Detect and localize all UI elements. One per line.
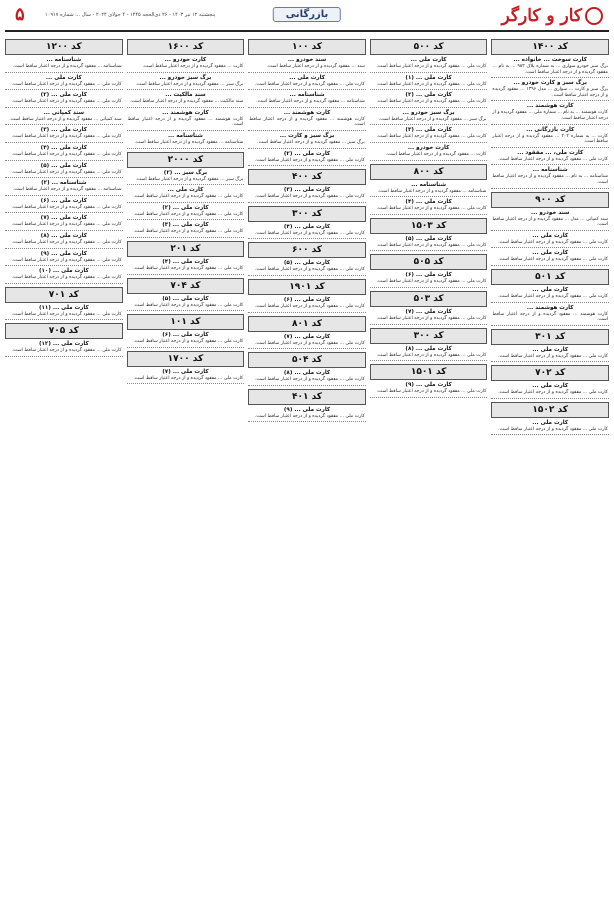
notice-body: کارت ملی ... مفقود گردیده و از درجه اعتبار ساقط است.	[11, 169, 122, 175]
column-1	[491, 36, 609, 916]
code-heading: کد ۲۰۱	[127, 241, 245, 257]
notice-title: کارت سوخت ... خانواده ...	[513, 57, 587, 63]
issue-line: پنجشنبه ۱۲ تیر ۱۴۰۳ - ۲۶ ذی‌الحجه ۱۴۴۵ - ۴ جولای ۲۰۲۴ - سال ... شماره ۱۰۹۱۷	[45, 12, 216, 18]
classified-columns	[5, 36, 609, 916]
classified-notice	[5, 75, 123, 91]
classified-notice	[127, 75, 245, 91]
notice-title: شناسنامه ...	[167, 132, 203, 139]
classified-notice	[370, 309, 488, 325]
notice-body: کارت ملی ... مفقود گردیده و از درجه اعتبار ساقط است.	[11, 348, 122, 354]
classified-notice	[248, 260, 366, 276]
classified-notice	[491, 250, 609, 266]
classified-notice	[127, 92, 245, 108]
notice-body: برگ سبز ... مفقود گردیده و از درجه اعتبار ساقط است.	[257, 139, 365, 145]
notice-title: کارت ملی ... (۸)	[405, 345, 452, 352]
notice-title: برگ سبز ... (۲)	[163, 169, 208, 176]
classified-notice	[5, 268, 123, 284]
classified-notice	[5, 215, 123, 231]
notice-body: کارت ملی ... مفقود گردیده و از درجه اعتبار ساقط است.	[133, 229, 244, 235]
code-heading: کد ۶۰۰	[248, 242, 366, 258]
notice-title: کارت ملی، ... مفقود ...	[517, 149, 584, 156]
code-heading: کد ۱۰۱	[127, 314, 245, 330]
notice-body: کارت ملی ... مفقود گردیده و از درجه اعتبار ساقط است.	[11, 275, 122, 281]
masthead	[5, 4, 609, 32]
notice-body: کارت ملی ... مفقود گردیده و از درجه اعتبار ساقط است.	[498, 257, 608, 263]
classified-notice	[491, 57, 609, 78]
notice-title: کارت ملی ... (۶)	[40, 197, 87, 204]
notice-body: کارت ملی ... مفقود گردیده و از درجه اعتبار ساقط است.	[11, 134, 122, 140]
classified-notice	[370, 182, 488, 198]
code-heading: کد ۲۰۰۰	[127, 152, 245, 168]
code-heading: کد ۷۰۵	[5, 323, 123, 339]
code-heading: کد ۷۰۲	[491, 365, 609, 381]
notice-body: کارت ملی ... مفقود گردیده و از درجه اعتبار ساقط است.	[133, 302, 244, 308]
notice-title: کارت ملی ...	[532, 419, 569, 426]
notice-title: کارت ملی ...	[289, 74, 325, 81]
notice-body: سند مالکیت ... مفقود گردیده و از درجه اعتبار ساقط است.	[129, 99, 244, 105]
notice-title: کارت ملی ... (۴)	[405, 199, 452, 206]
code-heading: کد ۹۰۰	[491, 192, 609, 208]
notice-title: کارت ملی ... (۵)	[405, 235, 452, 242]
notice-body: کارت ملی ... مفقود گردیده و از درجه اعتبار ساقط است.	[254, 157, 365, 163]
notice-body: برگ سبز خودرو سواری ... به شماره پلاک ۹۸۲ ... به نام ... مفقود گردیده و از درجه اعتبار ساقط است.	[492, 64, 608, 75]
notice-body: برگ سبز و کارت ... سواری ... مدل ۱۳۹۶ ... مفقود گردیده و از درجه اعتبار ساقط است.	[492, 87, 609, 98]
code-heading: کد ۱۹۰۱	[248, 279, 366, 295]
notice-body: کارت ملی ... مفقود گردیده و از درجه اعتبار ساقط است.	[376, 64, 487, 69]
notice-body: کارت ملی ... مفقود گردیده و از درجه اعتبار ساقط است.	[376, 99, 487, 105]
notice-title: برگ سبز خودرو ...	[159, 74, 212, 81]
classified-notice	[248, 57, 366, 73]
notice-title: کارت ملی ... (۹)	[40, 250, 87, 257]
classified-notice	[248, 133, 366, 149]
notice-title: کارت ملی ... (۱۲)	[38, 341, 89, 348]
notice-body: شناسنامه ... مفقود گردیده و از درجه اعتبار ساقط است.	[12, 187, 122, 193]
notice-body: کارت ملی ... مفقود گردیده و از درجه اعتبار ساقط است.	[376, 242, 487, 248]
code-heading: کد ۴۰۱	[248, 389, 366, 405]
code-heading: کد ۱۵۰۳	[370, 218, 488, 234]
notice-title: کارت ملی ...	[532, 250, 569, 257]
classified-notice	[5, 57, 123, 73]
notice-body: شناسنامه ... مفقود گردیده و از درجه اعتبار ساقط است.	[377, 188, 487, 194]
notice-title: کارت ملی ... (۵)	[40, 162, 87, 169]
notice-title: کارت ملی ... (۲)	[405, 92, 452, 99]
notice-body: شناسنامه ... مفقود گردیده و از درجه اعتبار ساقط است.	[256, 99, 365, 105]
notice-title: کارت ملی ... (۶)	[283, 296, 331, 303]
notice-title: کارت بازرگانی ...	[526, 126, 575, 133]
classified-notice	[127, 133, 245, 149]
notice-body: کارت ملی ... مفقود گردیده و از درجه اعتبار ساقط است.	[11, 222, 122, 228]
notice-title: کارت ملی ... (۳)	[283, 187, 331, 194]
notice-title: کارت ملی ... (۷)	[40, 215, 87, 222]
notice-body: کارت ملی ... مفقود گردیده و از درجه اعتبار ساقط است.	[133, 211, 244, 217]
page-number: ۵	[15, 4, 25, 25]
notice-title: شناسنامه ...	[46, 57, 82, 63]
notice-body: کارت ملی ... مفقود گردیده و از درجه اعتبار ساقط است.	[254, 340, 365, 346]
notice-title: کارت ملی ... (۶)	[405, 272, 452, 279]
classified-notice	[370, 382, 488, 398]
notice-body: کارت ملی ... مفقود گردیده و از درجه اعتبار ساقط است.	[254, 194, 365, 200]
classified-notice	[248, 224, 366, 240]
notice-body: کارت ملی ... مفقود گردیده و از درجه اعتبار ساقط است.	[11, 311, 122, 317]
notice-title: کارت ملی ...	[532, 383, 569, 390]
classified-notice	[5, 305, 123, 321]
notice-title: برگ سبز و کارت ...	[279, 132, 335, 139]
classified-notice	[491, 305, 609, 326]
notice-title: کارت ملی ... (۲)	[162, 204, 209, 211]
notice-body: کارت ملی ... مفقود گردیده و از درجه اعتبار ساقط است.	[498, 426, 608, 432]
notice-title: کارت ملی ... (۳)	[405, 127, 452, 134]
notice-title: کارت ملی ... (۷)	[283, 333, 331, 340]
classified-notice	[5, 163, 123, 179]
notice-body: شناسنامه ... مفقود گردیده و از درجه اعتبار ساقط است.	[134, 139, 244, 145]
code-heading: کد ۳۰۱	[491, 329, 609, 345]
classified-notice	[5, 198, 123, 214]
notice-body: شناسنامه ... مفقود گردیده و از درجه اعتبار ساقط است.	[12, 64, 122, 69]
notice-body: کارت هوشمند ... به نام ... شماره ملی ... مفقود گردیده و از درجه اعتبار ساقط است.	[492, 110, 608, 121]
classified-notice	[5, 127, 123, 143]
classified-notice	[127, 259, 245, 275]
code-heading: کد ۱۵۰۱	[370, 364, 488, 380]
notice-title: کارت ملی ...	[532, 286, 569, 293]
notice-title: کارت ملی ... (۵)	[162, 295, 209, 302]
column-2	[370, 36, 488, 916]
notice-body: کارت ملی ... مفقود گردیده و از درجه اعتبار ساقط است.	[133, 265, 244, 271]
classified-notice	[127, 187, 245, 203]
notice-body: کارت ملی ... مفقود گردیده و از درجه اعتبار ساقط است.	[498, 293, 608, 299]
classified-notice	[491, 347, 609, 363]
notice-body: سند کمپانی ... مفقود گردیده و از درجه اعتبار ساقط است.	[9, 116, 122, 122]
code-heading: کد ۱۷۰۰	[127, 351, 245, 367]
classified-notice	[491, 210, 609, 231]
notice-title: کارت هوشمند ...	[283, 109, 331, 116]
code-heading: کد ۱۵۰۲	[491, 402, 609, 418]
notice-body: کارت ملی ... مفقود گردیده و از درجه اعتبار ساقط است.	[376, 279, 487, 285]
classified-notice	[248, 334, 366, 350]
notice-title: کارت ملی ... (۵)	[283, 260, 331, 267]
code-heading: کد ۷۰۴	[127, 278, 245, 294]
notice-body: کارت هوشمند ... مفقود گردیده و از درجه اعتبار ساقط است.	[249, 116, 365, 128]
notice-title: کارت ملی ... (۲)	[40, 92, 87, 99]
notice-body: کارت ملی ... مفقود گردیده و از درجه اعتبار ساقط است.	[254, 230, 365, 236]
classified-notice	[491, 127, 609, 148]
classified-notice	[491, 80, 609, 101]
code-heading: کد ۴۰۰	[248, 169, 366, 185]
classified-notice	[491, 420, 609, 436]
classified-notice	[248, 151, 366, 167]
classified-notice	[127, 170, 245, 186]
notice-title: شناسنامه ...	[289, 92, 325, 99]
classified-notice	[5, 341, 123, 357]
classified-notice	[491, 103, 609, 124]
classified-notice	[370, 75, 488, 91]
notice-body: شناسنامه ... به نام ... مفقود گردیده و از درجه اعتبار ساقط است.	[492, 174, 608, 185]
notice-body: کارت ملی ... مفقود گردیده و از درجه اعتبار ساقط است.	[133, 194, 244, 200]
notice-body: کارت ملی ... مفقود گردیده و از درجه اعتبار ساقط است.	[498, 390, 608, 396]
classified-notice	[248, 75, 366, 91]
notice-title: کارت ملی ... (۳)	[40, 127, 87, 134]
notice-body: کارت ملی ... مفقود گردیده و از درجه اعتبار ساقط است.	[498, 353, 608, 359]
newspaper-logo	[502, 6, 603, 26]
notice-body: کارت ملی ... مفقود گردیده و از درجه اعتبار ساقط است.	[11, 81, 122, 87]
classified-notice	[5, 251, 123, 267]
notice-title: کارت ملی ... (۱۰)	[38, 268, 89, 275]
code-heading: کد ۵۰۵	[370, 254, 488, 270]
code-heading: کد ۵۰۰	[370, 39, 488, 55]
notice-body: سند کمپانی ... مدل ... مفقود گردیده و از درجه اعتبار ساقط است.	[492, 216, 608, 228]
classified-notice	[491, 287, 609, 303]
notice-body: کارت ملی ... مفقود گردیده و از درجه اعتبار ساقط است.	[376, 352, 487, 358]
notice-title: کارت ملی ...	[532, 232, 569, 239]
classified-notice	[127, 222, 245, 238]
classified-notice	[491, 383, 609, 399]
notice-title: کارت خودرو ...	[407, 144, 450, 151]
classified-notice	[248, 110, 366, 131]
notice-body: کارت ملی ... مفقود گردیده و از درجه اعتبار ساقط است.	[11, 204, 122, 210]
code-heading: کد ۵۰۴	[248, 352, 366, 368]
notice-title: شناسنامه ... (۲)	[41, 180, 87, 187]
classified-notice	[127, 57, 245, 73]
code-heading: کد ۳۰۰	[370, 328, 488, 344]
notice-body: برگ سبز ... مفقود گردیده و از درجه اعتبار ساقط است.	[378, 116, 487, 122]
notice-body: کارت ملی ... مفقود گردیده و از درجه اعتبار ساقط است.	[11, 257, 122, 263]
logo-text: کار و کارگر	[501, 6, 582, 26]
classified-notice	[127, 369, 245, 385]
notice-body: کارت ملی ... مفقود گردیده و از درجه اعتبار ساقط است.	[11, 239, 122, 245]
notice-title: کارت ملی ... (۸)	[40, 232, 87, 239]
classified-notice	[491, 233, 609, 249]
classified-notice	[370, 145, 488, 161]
column-3	[248, 36, 366, 916]
notice-body: برگ سبز ... مفقود گردیده و از درجه اعتبار ساقط است.	[135, 176, 244, 182]
code-heading: کد ۸۰۰	[370, 164, 488, 180]
notice-title: شناسنامه ...	[411, 181, 447, 188]
code-heading: کد ۱۶۰۰	[127, 39, 245, 55]
notice-title: شناسنامه ...	[532, 167, 568, 174]
classified-notice	[5, 92, 123, 108]
notice-title: کارت ملی ... (۲)	[283, 150, 331, 157]
classified-notice	[491, 150, 609, 166]
notice-body: کارت ملی ... مفقود گردیده و از درجه اعتبار ساقط است.	[11, 99, 122, 105]
notice-title: کارت ملی ... (۴)	[40, 144, 87, 151]
notice-body: کارت ... به شماره ۲۰۲ ... مفقود گردیده و از درجه اعتبار ساقط است.	[492, 133, 608, 145]
notice-body: کارت ملی ... مفقود گردیده و از درجه اعتبار ساقط است.	[498, 239, 608, 245]
classified-notice	[370, 57, 488, 73]
notice-title: سند کمپانی ...	[43, 109, 85, 116]
classified-notice	[370, 346, 488, 362]
notice-body: کارت ملی ... مفقود گردیده و از درجه اعتبار ساقط است.	[254, 81, 365, 87]
classified-notice	[370, 92, 488, 108]
notice-title: برگ سبز خودرو ...	[402, 109, 455, 116]
notice-title: کارت ملی ... (۱)	[405, 74, 452, 81]
notice-title: کارت ملی ...	[167, 187, 204, 194]
notice-body: برگ سبز ... مفقود گردیده و از درجه اعتبار ساقط است.	[135, 81, 244, 87]
code-heading: کد ۵۰۳	[370, 291, 488, 307]
section-title: بازرگانی	[273, 7, 341, 22]
notice-title: کارت ملی ... (۹)	[405, 382, 452, 389]
notice-title: کارت ملی ... (۶)	[162, 332, 209, 339]
notice-body: کارت ملی ... مفقود گردیده و از درجه اعتبار ساقط است.	[376, 206, 487, 212]
notice-title: کارت ملی ... (۱۱)	[38, 304, 89, 311]
classified-notice	[5, 233, 123, 249]
classified-notice	[127, 110, 245, 131]
classified-notice	[248, 370, 366, 386]
logo-mark-icon	[585, 7, 603, 25]
notice-body: کارت ملی ... مفقود گردیده و از درجه اعتبار ساقط است.	[254, 413, 365, 419]
notice-title: کارت ملی ... (۳)	[162, 222, 209, 229]
code-heading: کد ۱۴۰۰	[491, 39, 609, 55]
notice-body: سند ... مفقود گردیده و از درجه اعتبار ساقط است.	[266, 64, 365, 69]
notice-title: سند خودرو ...	[531, 209, 570, 216]
notice-body: کارت ملی ... مفقود گردیده و از درجه اعتبار ساقط است.	[254, 267, 365, 273]
classified-notice	[248, 297, 366, 313]
notice-title: کارت هوشمند ...	[162, 109, 209, 116]
notice-body: کارت ملی ... مفقود گردیده و از درجه اعتبار ساقط است.	[376, 81, 487, 87]
classified-notice	[127, 205, 245, 221]
notice-body: کارت هوشمند ... مفقود گردیده و از درجه اعتبار ساقط است.	[492, 311, 608, 323]
notice-title: کارت ملی ...	[532, 346, 569, 353]
classified-notice	[248, 407, 366, 423]
notice-body: کارت ملی ... مفقود گردیده و از درجه اعتبار ساقط است.	[133, 375, 244, 381]
code-heading: کد ۱۰۰	[248, 39, 366, 55]
notice-body: کارت هوشمند ... مفقود گردیده و از درجه اعتبار ساقط است.	[127, 116, 244, 128]
notice-body: کارت ملی ... مفقود گردیده و از درجه اعتبار ساقط است.	[376, 315, 487, 321]
notice-title: کارت ملی ... (۷)	[162, 368, 209, 375]
classified-notice	[127, 332, 245, 348]
notice-title: کارت ملی ... (۴)	[283, 223, 331, 230]
notice-title: برگ سبز و کارت خودرو ...	[513, 80, 587, 87]
classified-notice	[370, 236, 488, 252]
notice-title: سند خودرو ...	[287, 57, 327, 63]
notice-title: کارت ملی ... (۷)	[405, 308, 452, 315]
classified-notice	[5, 180, 123, 196]
notice-body: کارت ملی ... مفقود گردیده و از درجه اعتبار ساقط است.	[254, 377, 365, 383]
notice-body: کارت ... مفقود گردیده و از درجه اعتبار ساقط است.	[142, 64, 244, 69]
code-heading: کد ۸۰۱	[248, 316, 366, 332]
column-5	[5, 36, 123, 916]
classified-notice	[491, 167, 609, 188]
code-heading: کد ۱۲۰۰	[5, 39, 123, 55]
classified-notice	[127, 296, 245, 312]
notice-body: کارت ملی ... مفقود گردیده و از درجه اعتبار ساقط است.	[11, 151, 122, 157]
classified-notice	[370, 272, 488, 288]
notice-title: کارت ملی ...	[45, 74, 82, 81]
notice-title: سند مالکیت ...	[165, 92, 206, 99]
notice-body: کارت ... مفقود گردیده و از درجه اعتبار ساقط است.	[385, 151, 487, 157]
notice-body: کارت ملی ... مفقود گردیده و از درجه اعتبار ساقط است.	[376, 389, 487, 395]
code-heading: کد ۵۰۱	[491, 269, 609, 285]
code-heading: کد ۳۰۰	[248, 206, 366, 222]
notice-body: کارت ملی ... مفقود گردیده و از درجه اعتبار ساقط است.	[498, 156, 608, 162]
notice-title: کارت خودرو ...	[164, 57, 207, 63]
notice-title: کارت هوشمند ...	[526, 103, 574, 110]
notice-title: کارت ملی ... (۴)	[162, 258, 209, 265]
notice-title: کارت هوشمند ...	[526, 304, 574, 311]
notice-body: کارت ملی ... مفقود گردیده و از درجه اعتبار ساقط است.	[376, 134, 487, 140]
notice-title: کارت ملی ...	[410, 57, 447, 63]
notice-title: کارت ملی ... (۸)	[283, 370, 331, 377]
classified-notice	[370, 127, 488, 143]
classified-notice	[370, 199, 488, 215]
notice-body: کارت ملی ... مفقود گردیده و از درجه اعتبار ساقط است.	[133, 339, 244, 345]
classified-notice	[370, 110, 488, 126]
classified-notice	[5, 145, 123, 161]
column-4	[127, 36, 245, 916]
notice-body: کارت ملی ... مفقود گردیده و از درجه اعتبار ساقط است.	[254, 303, 365, 309]
classified-notice	[248, 187, 366, 203]
notice-title: کارت ملی ... (۹)	[283, 406, 331, 413]
classified-notice	[5, 110, 123, 126]
classified-notice	[248, 92, 366, 108]
code-heading: کد ۷۰۱	[5, 287, 123, 303]
